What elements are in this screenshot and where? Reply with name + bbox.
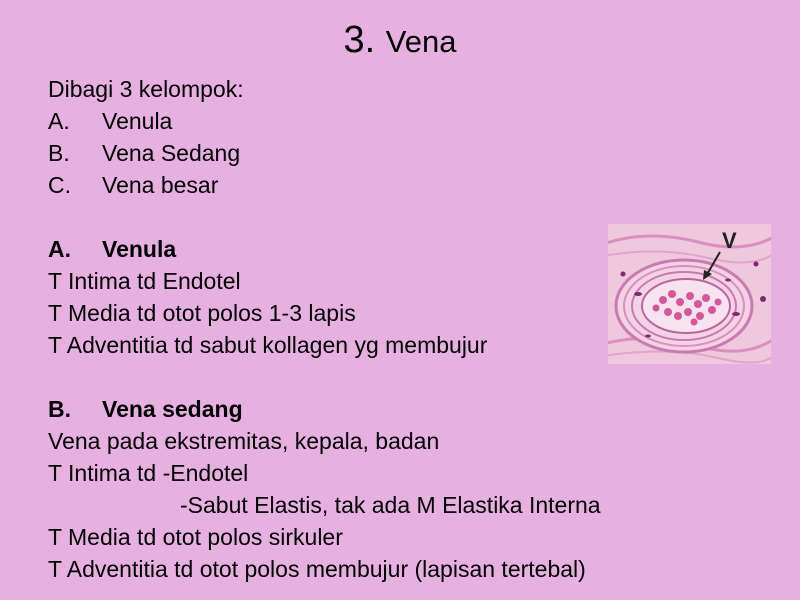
image-label: V — [722, 228, 737, 253]
list-label: Venula — [102, 108, 173, 134]
list-letter: A. — [48, 108, 70, 134]
heading-letter: B. — [48, 396, 71, 422]
list-label: Vena besar — [102, 172, 219, 198]
heading-label: Vena sedang — [102, 396, 243, 422]
list-item — [48, 169, 748, 201]
heading-label: Venula — [102, 236, 177, 262]
vena-sedang-line: T Intima td -Endotel — [48, 460, 249, 486]
vena-sedang-line: T Adventitia td otot polos membujur (lapisan tertebal) — [48, 556, 586, 582]
list-item — [48, 105, 748, 137]
list-label: Vena Sedang — [102, 140, 241, 166]
vena-sedang-line: T Media td otot polos sirkuler — [48, 524, 343, 550]
venula-line: T Adventitia td sabut kollagen yg membujur — [48, 332, 488, 358]
title-number: 3. — [343, 19, 376, 61]
venula-line: T Media td otot polos 1-3 lapis — [48, 300, 356, 326]
section-heading-vena-sedang — [48, 393, 748, 425]
venule-micrograph — [608, 224, 771, 364]
spacer — [48, 361, 748, 393]
vena-sedang-line: Vena pada ekstremitas, kepala, badan — [48, 428, 440, 454]
slide-title — [0, 18, 800, 64]
intro-text: Dibagi 3 kelompok: — [48, 76, 244, 102]
list-letter: C. — [48, 172, 71, 198]
heading-letter: A. — [48, 236, 71, 262]
list-item — [48, 137, 748, 169]
vena-sedang-line: -Sabut Elastis, tak ada M Elastika Interna — [180, 492, 601, 518]
title-word: Vena — [385, 24, 457, 59]
venula-line: T Intima td Endotel — [48, 268, 241, 294]
list-letter: B. — [48, 140, 70, 166]
